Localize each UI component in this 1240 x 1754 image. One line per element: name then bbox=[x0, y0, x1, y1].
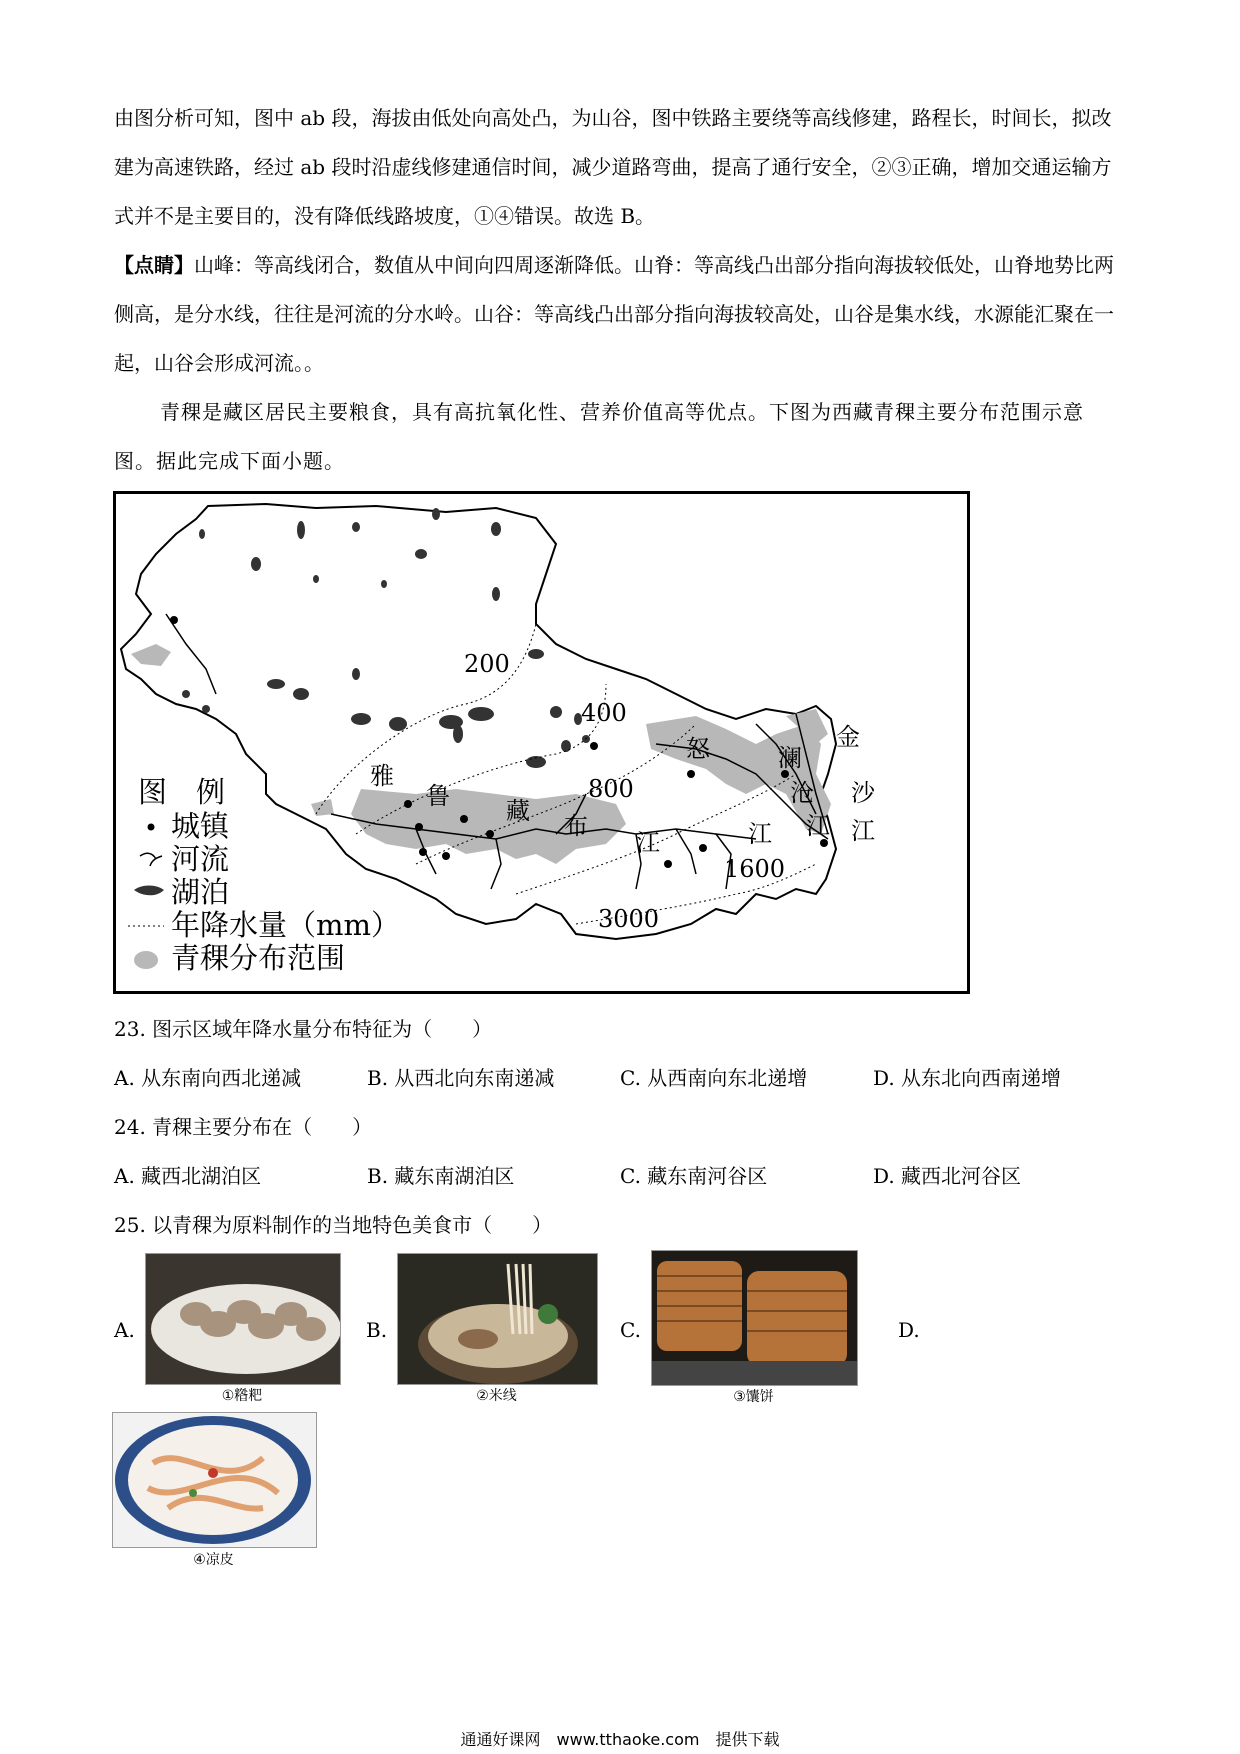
question-intro: 青稞是藏区居民主要粮食，具有高抗氧化性、营养价值高等优点。下图为西藏青稞主要分布范围示意图。据此完成下面小题。 bbox=[114, 400, 1084, 473]
river-label-zang: 藏 bbox=[506, 797, 530, 825]
question-23-stem: 23. 图示区域年降水量分布特征为（ ） bbox=[114, 1017, 493, 1041]
key-point-paragraph bbox=[114, 241, 1124, 388]
q25-option-d[interactable]: D. bbox=[898, 1318, 920, 1342]
barley-area-west bbox=[131, 644, 171, 666]
page-footer: 通通好课网 www.tthaoke.com 提供下载 bbox=[460, 1730, 780, 1749]
q25-option-c[interactable]: C. bbox=[620, 1318, 641, 1342]
answer-explanation: 由图分析可知，图中 ab 段，海拔由低处向高处凸，为山谷，图中铁路主要绕等高线修建，路程长，时间长，拟改建为高速铁路，经过 ab 段时沿虚线修建通信时间，减少道路弯曲，提高了通行安全，②③正确，增加交通运输方式并不是主要目的，没有降低线路坡度，①④错误。故选 B。 bbox=[114, 106, 1112, 228]
food-image-liangpi[interactable] bbox=[112, 1412, 317, 1548]
river-label-lu: 鲁 bbox=[426, 782, 450, 810]
isoline-label-400: 400 bbox=[581, 699, 627, 727]
food-image-nangbing[interactable] bbox=[651, 1250, 858, 1386]
tibet-barley-map bbox=[113, 491, 970, 994]
legend-lake-label: 湖泊 bbox=[171, 875, 230, 909]
q24-option-b[interactable]: B. 藏东南湖泊区 bbox=[367, 1164, 515, 1188]
river-label-lan: 澜 bbox=[778, 744, 802, 772]
legend-town-label: 城镇 bbox=[171, 809, 230, 843]
caption-nangbing: ③馕饼 bbox=[733, 1389, 774, 1405]
q24-option-c[interactable]: C. 藏东南河谷区 bbox=[620, 1164, 768, 1188]
key-point-text: 山峰：等高线闭合，数值从中间向四周逐渐降低。山脊：等高线凸出部分指向海拔较低处，山脊地势比两侧高，是分水线，往往是河流的分水岭。山谷：等高线凸出部分指向海拔较高处，山谷是集水线，水源能汇聚在一起，山谷会形成河流。。 bbox=[114, 253, 1114, 375]
barley-area-east bbox=[646, 716, 831, 834]
river-label-lancang-jiang: 江 bbox=[748, 820, 772, 848]
legend-barley-label: 青稞分布范围 bbox=[171, 941, 346, 975]
q25-option-b[interactable]: B. bbox=[366, 1318, 388, 1342]
isoline-label-200: 200 bbox=[464, 650, 510, 678]
legend-lake-symbol bbox=[134, 886, 164, 896]
lakes bbox=[182, 508, 590, 768]
legend-isoline-label: 年降水量（mm） bbox=[171, 908, 400, 942]
river-label-nu: 怒 bbox=[686, 735, 710, 763]
legend-barley-symbol bbox=[134, 951, 158, 969]
caption-zanba: ①糌粑 bbox=[221, 1388, 263, 1404]
river-label-jin: 金 bbox=[836, 723, 860, 751]
legend-river-label: 河流 bbox=[171, 842, 230, 876]
caption-mixian: ②米线 bbox=[476, 1388, 517, 1404]
q24-option-d[interactable]: D. 藏西北河谷区 bbox=[873, 1164, 1022, 1188]
caption-liangpi: ④凉皮 bbox=[193, 1552, 234, 1568]
q23-option-a[interactable]: A. 从东南向西北递减 bbox=[114, 1066, 302, 1090]
legend-town-symbol bbox=[148, 824, 155, 831]
barley-area-small bbox=[311, 799, 334, 816]
river-label-bu: 布 bbox=[564, 812, 588, 840]
river-label-ya: 雅 bbox=[370, 762, 394, 790]
isoline-label-3000: 3000 bbox=[598, 905, 660, 933]
river-label-cang: 沧 bbox=[790, 779, 814, 807]
river-label-jiang: 江 bbox=[636, 829, 660, 857]
isoline-label-1600: 1600 bbox=[724, 855, 786, 883]
river-label-sha: 沙 bbox=[851, 779, 875, 807]
question-24-stem: 24. 青稞主要分布在（ ） bbox=[114, 1115, 373, 1139]
food-image-mixian[interactable] bbox=[397, 1253, 598, 1385]
q24-option-a[interactable]: A. 藏西北湖泊区 bbox=[114, 1164, 262, 1188]
q23-option-b[interactable]: B. 从西北向东南递减 bbox=[367, 1066, 555, 1090]
river-label-jiang-east: 江 bbox=[806, 812, 830, 840]
key-point-label: 【点睛】 bbox=[114, 253, 194, 277]
isoline-label-800: 800 bbox=[588, 775, 634, 803]
legend-river-symbol bbox=[140, 853, 162, 866]
q23-option-c[interactable]: C. 从西南向东北递增 bbox=[620, 1066, 808, 1090]
q25-option-a[interactable]: A. bbox=[114, 1318, 135, 1342]
question-25-stem: 25. 以青稞为原料制作的当地特色美食市（ ） bbox=[114, 1213, 553, 1237]
food-image-zanba[interactable] bbox=[145, 1253, 341, 1385]
river-label-jinsha-jiang: 江 bbox=[851, 817, 875, 845]
legend-title: 图 例 bbox=[138, 775, 226, 809]
q23-option-d[interactable]: D. 从东北向西南递增 bbox=[873, 1066, 1062, 1090]
